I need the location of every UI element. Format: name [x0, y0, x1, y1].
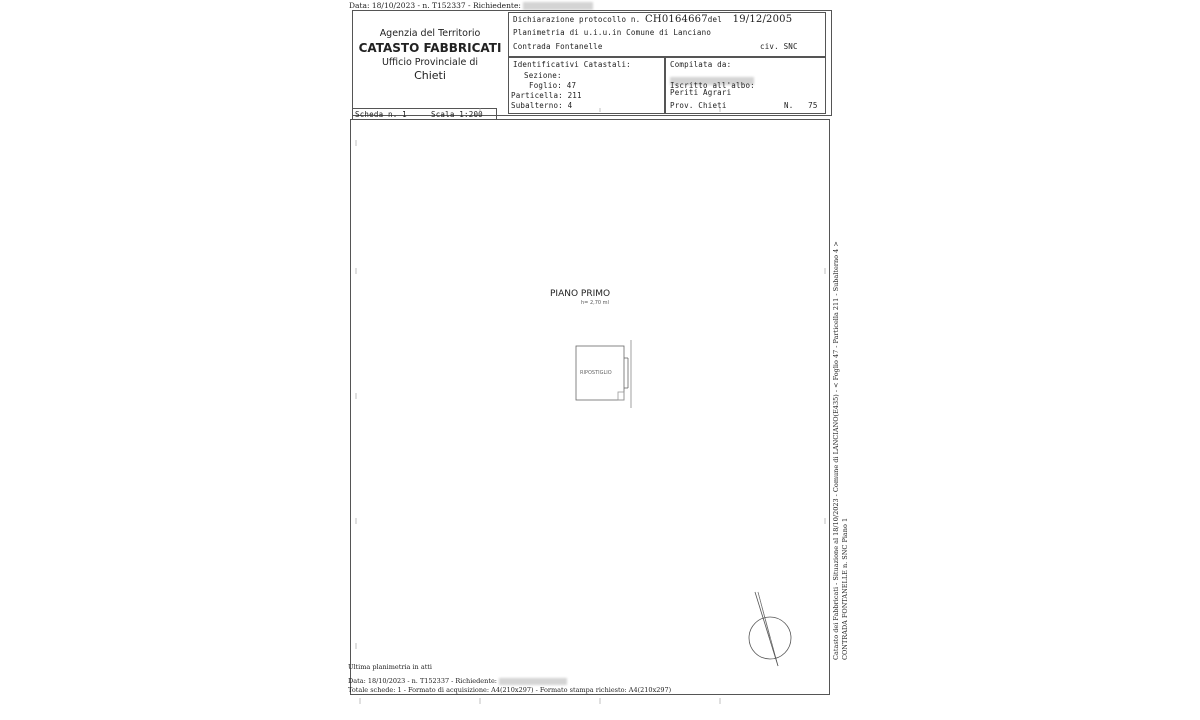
agency-block: [355, 28, 505, 82]
civ-label: civ. SNC: [760, 42, 798, 51]
redacted-requester: [523, 2, 593, 10]
plan-title: PIANO PRIMO: [550, 289, 611, 299]
dichiarazione-label: Dichiarazione protocollo n.: [513, 15, 641, 24]
subalterno-value: 4: [567, 101, 573, 110]
scala-label: Scala 1:200: [431, 110, 483, 119]
top-stamp: [349, 1, 593, 10]
ufficio-city: Chieti: [414, 69, 446, 82]
side-caption: [832, 241, 850, 660]
foglio-value: 47: [566, 81, 577, 90]
footer-data-line: [348, 677, 567, 685]
agency-name: Agenzia del Territorio: [379, 28, 481, 39]
redacted-footer-requester: [499, 678, 567, 685]
del-label: del: [707, 15, 722, 24]
scheda-label: Scheda n. 1: [355, 110, 407, 119]
north-compass-icon: [742, 590, 798, 670]
side-caption-line1: Catasto dei Fabbricati - Situazione al 18/10/2023 - Comune di LANCIANO(E435) - < Foglio 47 - Particella 211 - Subalterno 4 >: [832, 241, 840, 660]
prov-label: Prov. Chieti: [670, 101, 727, 110]
compilata-title: Compilata da:: [670, 60, 732, 69]
ultima-planimetria: Ultima planimetria in atti: [348, 663, 432, 671]
identificativi-title: Identificativi Catastali:: [513, 60, 631, 69]
iscritto-label: Iscritto all'albo:: [670, 81, 755, 90]
sezione-label: Sezione:: [524, 71, 562, 80]
catasto-title: CATASTO FABBRICATI: [358, 41, 502, 55]
footer-data-text: Data: 18/10/2023 - n. T152337 - Richiedente:: [348, 677, 497, 685]
n-value: 75: [808, 101, 818, 110]
iscritto-value: Periti Agrari: [670, 88, 732, 97]
address-line: Contrada Fontanelle: [513, 42, 603, 51]
particella-label: Particella:: [511, 91, 563, 100]
room-label: RIPOSTIGLIO: [580, 370, 612, 376]
footer-totale: Totale schede: 1 - Formato di acquisizione: A4(210x297) - Formato stampa richiesto: A4(210x297): [348, 686, 672, 694]
planimetria-line: Planimetria di u.i.u.in Comune di Lanciano: [513, 28, 712, 37]
side-caption-line2: CONTRADA FONTANELLE n. SNC Piano 1: [841, 517, 849, 660]
ufficio-label: Ufficio Provinciale di: [381, 57, 479, 68]
n-label: N.: [784, 101, 794, 110]
top-stamp-text: Data: 18/10/2023 - n. T152337 - Richiedente:: [349, 1, 521, 10]
plan-height-note: h= 2,70 ml: [581, 300, 609, 306]
particella-value: 211: [567, 91, 582, 100]
foglio-line: [529, 81, 576, 90]
protocol-date: 19/12/2005: [732, 14, 793, 25]
particella-line: [511, 91, 582, 100]
protocol-number: CH0164667: [645, 14, 708, 25]
foglio-label: Foglio:: [529, 81, 563, 90]
subalterno-label: Subalterno:: [511, 101, 563, 110]
protocol-line: [513, 14, 792, 25]
